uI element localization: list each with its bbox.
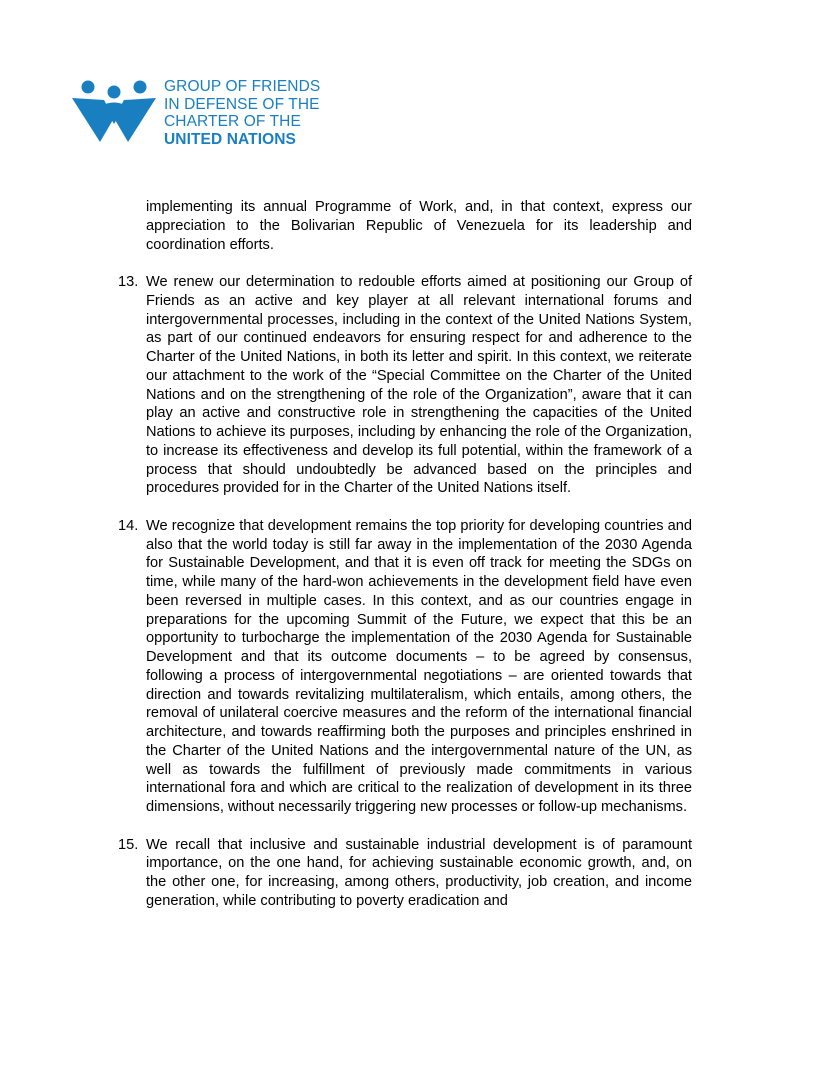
paragraph-number: 14.: [118, 517, 139, 534]
paragraph-text: We recognize that development remains the top priority for developing countries and also that the world today is still far away in the implementation of the 2030 Agenda for Sustainable Development, and that it is even off track for meeting the SDGs on time, while many of the hard-won achievements in the development field have even been reversed in multiple cases. In this context, and as our countries engage in preparations for the upcoming Summit of the Future, we expect that this be an opportunity to turbocharge the implementation of the 2030 Agenda for Sustainable Development and that its outcome documents – to be agreed by consensus, following a process of intergovernmental negotiations – are oriented towards that direction and towards revitalizing multilateralism, which entails, among others, the removal of unilateral coercive measures and the reform of the international financial architecture, and towards reaffirming both the purposes and principles enshrined in the Charter of the United Nations and the intergovernmental nature of the UN, as well as towards the fulfillment of previously made commitments in various international fora and which are critical to the realization of development in its three dimensions, without necessarily triggering new processes or follow-up mechanisms.: [146, 517, 692, 815]
logo-wordmark: [164, 78, 320, 148]
logo-line-2: IN DEFENSE OF THE: [164, 95, 320, 113]
paragraph-15: [118, 836, 692, 911]
paragraph-text: We renew our determination to redouble efforts aimed at positioning our Group of Friends as an active and key player at all relevant international forums and intergovernmental processes, including in the context of the United Nations System, as part of our continued endeavors for ensuring respect for and adherence to the Charter of the United Nations, in both its letter and spirit. In this context, we reiterate our attachment to the work of the “Special Committee on the Charter of the United Nations and on the strengthening of the role of the Organization”, aware that it can play an active and constructive role in strengthening the capacities of the United Nations to achieve its purposes, including by enhancing the role of the Organization, to increase its effectiveness and develop its full potential, within the framework of a process that should undoubtedly be advanced based on the principles and procedures provided for in the Charter of the United Nations itself.: [146, 274, 692, 497]
logo-line-4: UNITED NATIONS: [164, 130, 296, 148]
paragraph-text: We recall that inclusive and sustainable industrial development is of paramount importance, on the one hand, for achieving sustainable economic growth, and, on the other one, for increasing, among others, productivity, job creation, and income generation, while contributing to poverty eradication and: [146, 836, 692, 909]
people-emblem-icon: [70, 78, 158, 146]
paragraph-text: implementing its annual Programme of Work, and, in that context, express our appreciation to the Bolivarian Republic of Venezuela for its leadership and coordination efforts.: [146, 199, 692, 253]
group-of-friends-logo: [70, 78, 360, 150]
logo-line-1: GROUP OF FRIENDS: [164, 78, 321, 95]
paragraph-number: 13.: [118, 274, 139, 290]
document-body: [118, 198, 692, 929]
paragraph-14: [118, 517, 692, 817]
paragraph-13: [118, 273, 692, 498]
paragraph-continuation: [118, 198, 692, 254]
paragraph-number: 15.: [118, 836, 139, 853]
logo-line-3: CHARTER OF THE: [164, 113, 301, 130]
